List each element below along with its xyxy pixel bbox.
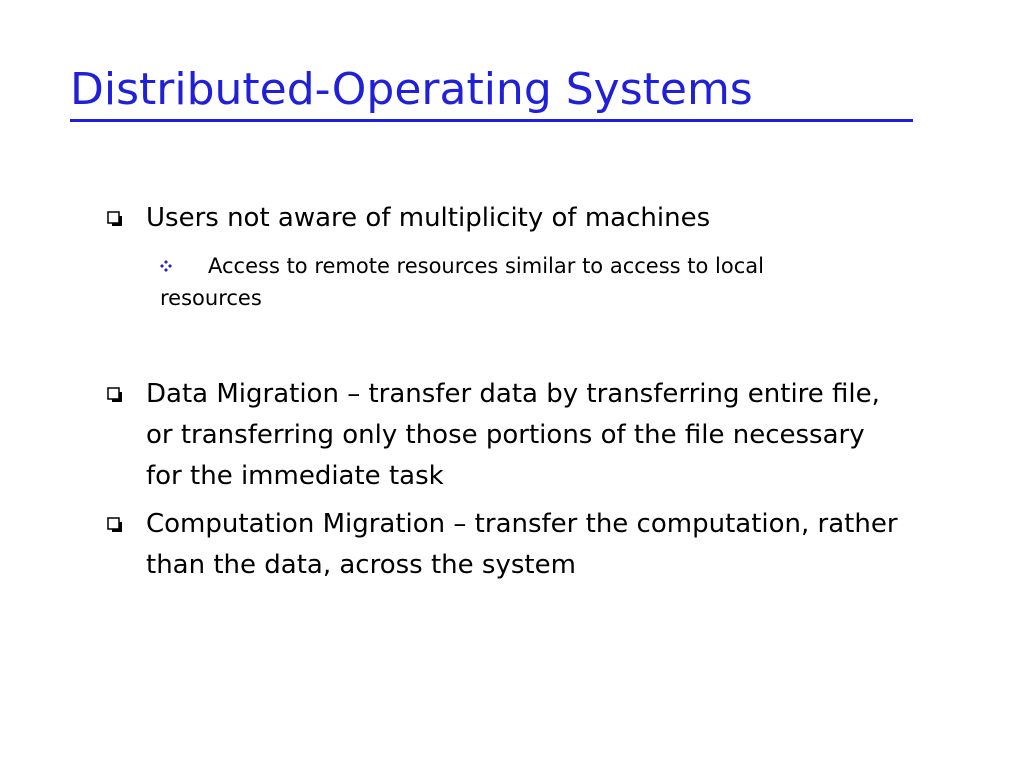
sub-bullet-item [160,250,860,314]
title-underline [70,119,913,122]
bullet-text: Data Migration – transfer data by transferring entire file, or transferring only those portions of the file necessary for the immediate task [146,379,880,491]
hollow-square-bullet-icon [107,387,123,403]
four-diamond-bullet-icon [160,260,172,272]
slide-title: Distributed-Operating Systems [70,64,753,115]
bullet-text: Users not aware of multiplicity of machines [146,203,711,233]
sub-bullet-text: Access to remote resources similar to access to local resources [160,254,764,310]
bullet-item [107,504,907,586]
bullet-text: Computation Migration – transfer the computation, rather than the data, across the system [146,509,898,580]
hollow-square-bullet-icon [107,517,123,533]
hollow-square-bullet-icon [107,211,123,227]
bullet-item [107,374,907,497]
bullet-item [107,198,907,239]
